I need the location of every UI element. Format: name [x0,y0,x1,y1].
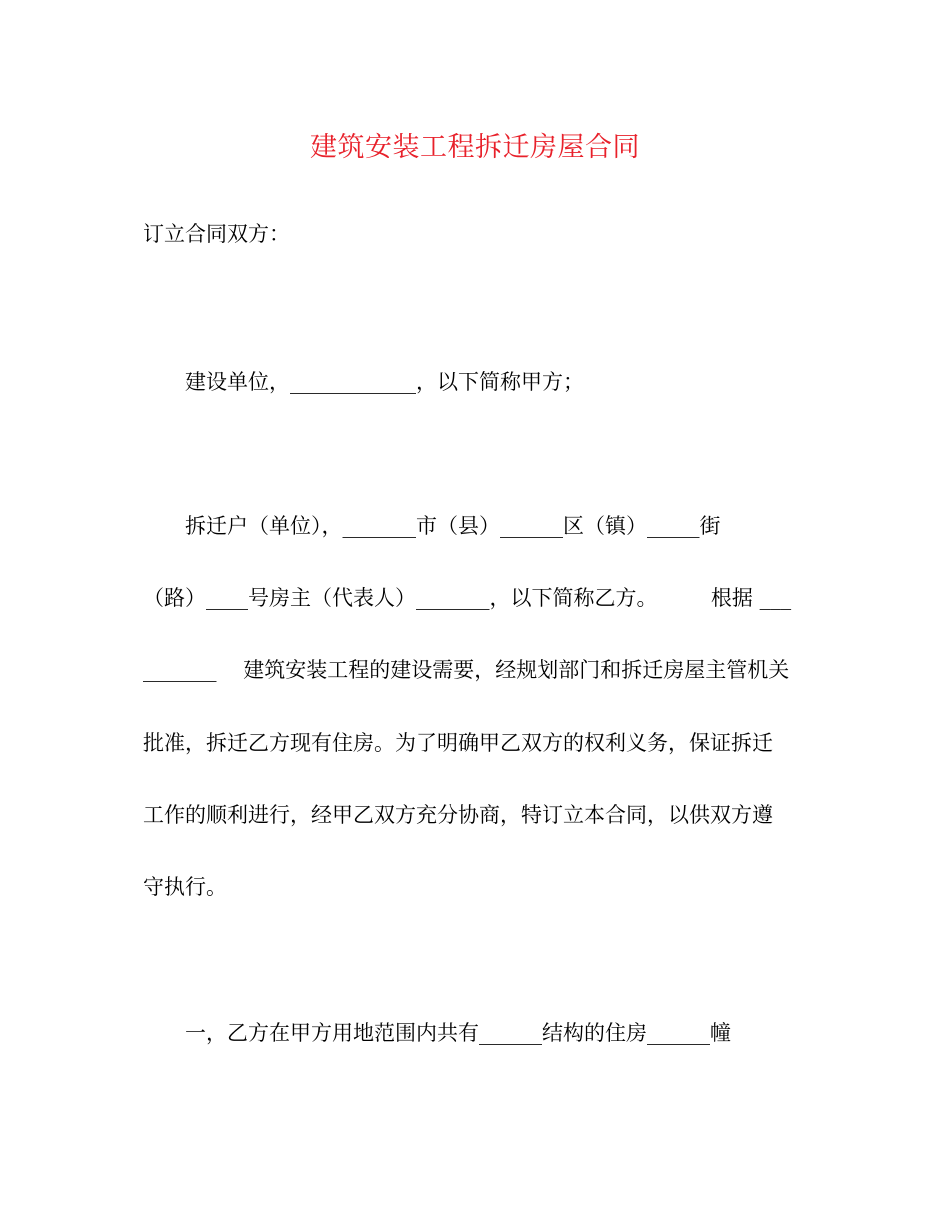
clause-1-line: 一，乙方在甲方用地范围内共有______结构的住房______幢 [185,1021,731,1045]
body-paragraph-line-3: 工作的顺利进行，经甲乙双方充分协商，特订立本合同，以供双方遵 [143,803,773,827]
document-title: 建筑安装工程拆迁房屋合同 [310,132,640,163]
body-paragraph-line-4: 守执行。 [143,875,227,899]
contract-parties-heading: 订立合同双方： [143,222,290,246]
party-b-line-1: 拆迁户（单位），_______市（县）______区（镇）_____街 [185,514,721,538]
body-paragraph-line-2: 批准，拆迁乙方现有住房。为了明确甲乙双方的权利义务，保证拆迁 [143,731,773,755]
party-a-line: 建设单位，____________，以下简称甲方； [185,370,584,394]
body-paragraph-line-1: _______ 建筑安装工程的建设需要，经规划部门和拆迁房屋主管机关 [143,658,790,682]
party-b-line-2: （路）____号房主（代表人）_______，以下简称乙方。 根据 ___ [143,586,792,610]
